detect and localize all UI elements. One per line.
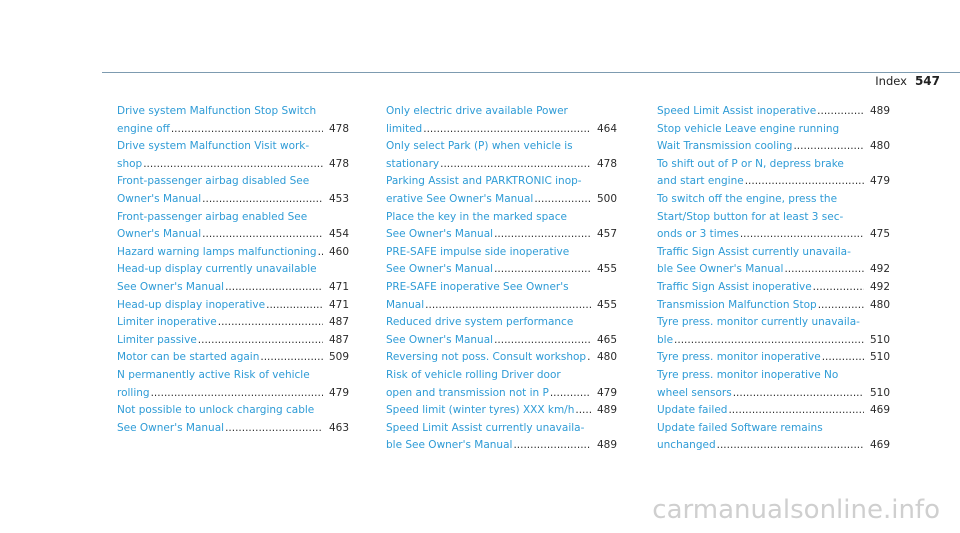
index-entry[interactable]: [117, 103, 349, 138]
index-entry-text: Traffic Sign Assist inoperative: [657, 280, 812, 293]
index-entry-page: 510: [869, 351, 890, 364]
index-entry-last-line: [657, 349, 890, 367]
index-entry-text: To switch off the engine, press the: [657, 192, 838, 205]
index-entry[interactable]: [386, 367, 617, 402]
index-entry-last-line: [117, 349, 349, 367]
index-entry[interactable]: [657, 297, 890, 315]
dot-leader: [142, 156, 323, 174]
index-entry-last-line: [386, 437, 617, 455]
index-entry[interactable]: [117, 173, 349, 208]
index-entry-last-line: [657, 279, 890, 297]
index-entry[interactable]: [386, 420, 617, 455]
dot-leader: [493, 261, 591, 279]
index-entry-text: Stop vehicle Leave engine running: [657, 122, 840, 135]
index-entry-last-line: [117, 297, 349, 315]
index-entry-last-line: [657, 138, 890, 156]
index-entry-page: 478: [328, 157, 349, 170]
dot-leader: [816, 103, 864, 121]
index-entry-page: 460: [328, 245, 349, 258]
dot-leader: [439, 156, 591, 174]
index-entry-page: 492: [869, 263, 890, 276]
index-entry-last-line: [117, 121, 349, 139]
dot-leader: [549, 385, 591, 403]
dot-leader: [783, 261, 864, 279]
index-entry-page: 500: [596, 192, 617, 205]
index-entry-text: Reduced drive system performance: [386, 316, 574, 329]
index-entry[interactable]: [657, 314, 890, 349]
index-entry-text: See Owner's Manual: [386, 333, 494, 346]
index-entry[interactable]: [117, 367, 349, 402]
index-entry-page: 480: [596, 351, 617, 364]
index-entry-text: Owner's Manual: [117, 228, 202, 241]
index-entry-text: stationary: [386, 157, 440, 170]
index-entry-text: See Owner's Manual: [117, 421, 225, 434]
index-entry[interactable]: [657, 121, 890, 156]
index-entry-text: N permanently active Risk of vehicle: [117, 368, 310, 381]
dot-leader: [821, 349, 864, 367]
index-entry-page: 464: [596, 122, 617, 135]
index-entry[interactable]: [386, 279, 617, 314]
index-entry-page: 479: [869, 175, 890, 188]
index-entry[interactable]: [657, 349, 890, 367]
dot-leader: [812, 279, 864, 297]
index-entry-last-line: [117, 385, 349, 403]
index-entry[interactable]: [657, 156, 890, 191]
index-entry-text: Update failed: [657, 404, 728, 417]
page-header: [875, 74, 940, 88]
dot-leader: [533, 191, 591, 209]
index-entry-last-line: [657, 103, 890, 121]
dot-leader: [259, 349, 323, 367]
index-entry-page: 487: [328, 316, 349, 329]
index-entry-text: Head-up display currently unavailable: [117, 263, 317, 276]
index-entry-text: Front-passenger airbag disabled See: [117, 175, 310, 188]
index-column-3: [657, 103, 890, 455]
index-entry-text: Motor can be started again: [117, 351, 260, 364]
index-entry-text: Risk of vehicle rolling Driver door: [386, 368, 561, 381]
index-entry[interactable]: [386, 244, 617, 279]
index-entry-text: Wait Transmission cooling: [657, 140, 793, 153]
index-entry-text: unchanged: [657, 439, 716, 452]
index-entry-page: 455: [596, 263, 617, 276]
dot-leader: [224, 279, 323, 297]
index-entry[interactable]: [117, 349, 349, 367]
index-entry-last-line: [386, 261, 617, 279]
index-entry[interactable]: [657, 244, 890, 279]
index-entry-page: 489: [869, 105, 890, 117]
index-entry-text: Only electric drive available Power: [386, 105, 568, 117]
index-entry-text: Tyre press. monitor currently unavaila-: [657, 316, 860, 329]
index-entry-last-line: [657, 437, 890, 455]
index-entry-text: Place the key in the marked space: [386, 210, 567, 223]
dot-leader: [424, 297, 591, 315]
index-entry-last-line: [657, 173, 890, 191]
index-entry[interactable]: [117, 261, 349, 296]
dot-leader: [739, 226, 864, 244]
index-entry[interactable]: [386, 349, 617, 367]
index-entry-page: 489: [596, 439, 617, 452]
index-entry-text: and start engine: [657, 175, 744, 188]
dot-leader: [817, 297, 864, 315]
index-entry-text: PRE-SAFE inoperative See Owner's: [386, 280, 569, 293]
index-entry-last-line: [386, 226, 617, 244]
index-entry[interactable]: [117, 314, 349, 332]
index-entry-last-line: [117, 226, 349, 244]
index-entry-text: ble: [657, 333, 674, 346]
index-entry-text: limited: [386, 122, 423, 135]
dot-leader: [716, 437, 864, 455]
dot-leader: [732, 385, 864, 403]
dot-leader: [224, 420, 323, 438]
index-entry-page: 510: [869, 333, 890, 346]
index-entry-text: rolling: [117, 386, 150, 399]
dot-leader: [493, 332, 591, 350]
index-entry-last-line: [117, 332, 349, 350]
dot-leader: [673, 332, 864, 350]
index-entry-page: 454: [328, 228, 349, 241]
index-entry-text: engine off: [117, 122, 170, 135]
index-entry-page: 480: [869, 298, 890, 311]
index-entry-last-line: [657, 261, 890, 279]
index-entry-page: 457: [596, 228, 617, 241]
index-entry-last-line: [386, 121, 617, 139]
index-entry[interactable]: [657, 420, 890, 455]
index-entry-last-line: [117, 279, 349, 297]
index-entry[interactable]: [386, 138, 617, 173]
index-entry[interactable]: [386, 402, 617, 420]
index-entry-text: shop: [117, 157, 143, 170]
index-entry-page: 475: [869, 228, 890, 241]
index-entry-last-line: [117, 420, 349, 438]
dot-leader: [792, 138, 863, 156]
index-entry-text: Transmission Malfunction Stop: [657, 298, 817, 311]
index-entry-page: 478: [596, 157, 617, 170]
index-entry-page: 480: [869, 140, 890, 153]
index-entry-text: Tyre press. monitor inoperative: [657, 351, 821, 364]
index-entry-last-line: [386, 385, 617, 403]
index-entry-last-line: [657, 226, 890, 244]
index-entry-page: 478: [328, 122, 349, 135]
index-entry-page: 453: [328, 192, 349, 205]
index-entry[interactable]: [657, 191, 890, 244]
index-entry-last-line: [386, 349, 617, 367]
index-entry-page: 479: [596, 386, 617, 399]
index-entry[interactable]: [117, 244, 349, 262]
index-entry[interactable]: [386, 209, 617, 244]
index-entry-last-line: [117, 156, 349, 174]
index-entry-text: PRE-SAFE impulse side inoperative: [386, 245, 570, 258]
index-entry[interactable]: [386, 103, 617, 138]
index-entry-text: Hazard warning lamps malfunctioning: [117, 245, 317, 258]
index-entry-last-line: [386, 332, 617, 350]
watermark: carmanualsonline.info: [652, 495, 940, 525]
index-entry[interactable]: [386, 173, 617, 208]
index-entry-text: To shift out of P or N, depress brake: [657, 157, 844, 170]
index-entry-last-line: [117, 191, 349, 209]
index-entry-last-line: [386, 156, 617, 174]
index-entry[interactable]: [657, 402, 890, 420]
index-entry-page: 492: [869, 280, 890, 293]
dot-leader: [512, 437, 591, 455]
index-entry-page: 471: [328, 298, 349, 311]
dot-leader: [422, 121, 591, 139]
index-entry-text: Speed limit (winter tyres) XXX km/h: [386, 404, 575, 417]
index-entry-last-line: [657, 297, 890, 315]
index-entry-page: 510: [869, 386, 890, 399]
index-entry-last-line: [386, 191, 617, 209]
index-entry-page: 463: [328, 421, 349, 434]
index-entry-page: 465: [596, 333, 617, 346]
index-entry-text: See Owner's Manual: [117, 280, 225, 293]
index-entry[interactable]: [117, 138, 349, 173]
index-entry-text: See Owner's Manual: [386, 228, 494, 241]
index-entry-text: wheel sensors: [657, 386, 732, 399]
page-number: 547: [914, 74, 940, 88]
index-entry-text: Front-passenger airbag enabled See: [117, 210, 308, 223]
header-title: Index: [875, 74, 907, 88]
index-entry-text: ble See Owner's Manual: [657, 263, 784, 276]
index-entry-text: Start/Stop button for at least 3 sec-: [657, 210, 844, 223]
index-column-1: [117, 103, 349, 437]
dot-leader: [727, 402, 863, 420]
index-column-2: [386, 103, 617, 455]
index-entry-text: Only select Park (P) when vehicle is: [386, 140, 573, 153]
index-entry-last-line: [657, 402, 890, 420]
index-entry-last-line: [657, 385, 890, 403]
index-entry-text: onds or 3 times: [657, 228, 739, 241]
dot-leader: [265, 297, 323, 315]
index-entry[interactable]: [657, 367, 890, 402]
index-entry-text: Drive system Malfunction Visit work-: [117, 140, 310, 153]
index-entry-page: 469: [869, 439, 890, 452]
index-entry-page: 489: [596, 404, 617, 417]
index-entry-last-line: [657, 332, 890, 350]
index-entry-last-line: [386, 402, 617, 420]
index-entry-page: 487: [328, 333, 349, 346]
index-entry-text: Tyre press. monitor inoperative No: [657, 368, 839, 381]
dot-leader: [744, 173, 864, 191]
index-entry-text: Manual: [386, 298, 425, 311]
index-entry-text: erative See Owner's Manual: [386, 192, 534, 205]
index-entry-text: Head-up display inoperative: [117, 298, 266, 311]
dot-leader: [201, 226, 323, 244]
index-entry-page: 469: [869, 404, 890, 417]
index-entry[interactable]: [117, 332, 349, 350]
index-entry[interactable]: [657, 103, 890, 121]
index-entry-last-line: [386, 297, 617, 315]
index-entry-text: Reversing not poss. Consult workshop: [386, 351, 587, 364]
dot-leader: [197, 332, 323, 350]
index-entry-page: 455: [596, 298, 617, 311]
index-entry-text: Limiter passive: [117, 333, 197, 346]
index-entry-text: Limiter inoperative: [117, 316, 217, 329]
index-entry-page: 509: [328, 351, 349, 364]
index-entry[interactable]: [117, 297, 349, 315]
index-entry[interactable]: [657, 279, 890, 297]
index-entry-text: Owner's Manual: [117, 192, 202, 205]
dot-leader: [170, 121, 323, 139]
index-entry-text: See Owner's Manual: [386, 263, 494, 276]
index-entry[interactable]: [117, 402, 349, 437]
dot-leader: [574, 402, 591, 420]
index-entry-text: Not possible to unlock charging cable: [117, 404, 315, 417]
dot-leader: [150, 385, 323, 403]
index-entry-text: open and transmission not in P: [386, 386, 549, 399]
index-entry-text: ble See Owner's Manual: [386, 439, 513, 452]
dot-leader: [493, 226, 591, 244]
index-entry[interactable]: [386, 314, 617, 349]
index-entry-page: 471: [328, 280, 349, 293]
index-entry-text: Update failed Software remains: [657, 421, 823, 434]
index-entry[interactable]: [117, 209, 349, 244]
index-entry-text: Traffic Sign Assist currently unavaila-: [657, 245, 851, 258]
dot-leader: [201, 191, 323, 209]
index-entry-page: 479: [328, 386, 349, 399]
index-entry-text: Speed Limit Assist currently unavaila-: [386, 421, 585, 434]
index-entry-last-line: [117, 314, 349, 332]
index-entry-text: Speed Limit Assist inoperative: [657, 105, 817, 117]
index-entry-text: Drive system Malfunction Stop Switch: [117, 105, 317, 117]
dot-leader: [217, 314, 323, 332]
header-rule: [102, 72, 960, 73]
index-entry-last-line: [117, 244, 349, 262]
index-entry-text: Parking Assist and PARKTRONIC inop-: [386, 175, 582, 188]
